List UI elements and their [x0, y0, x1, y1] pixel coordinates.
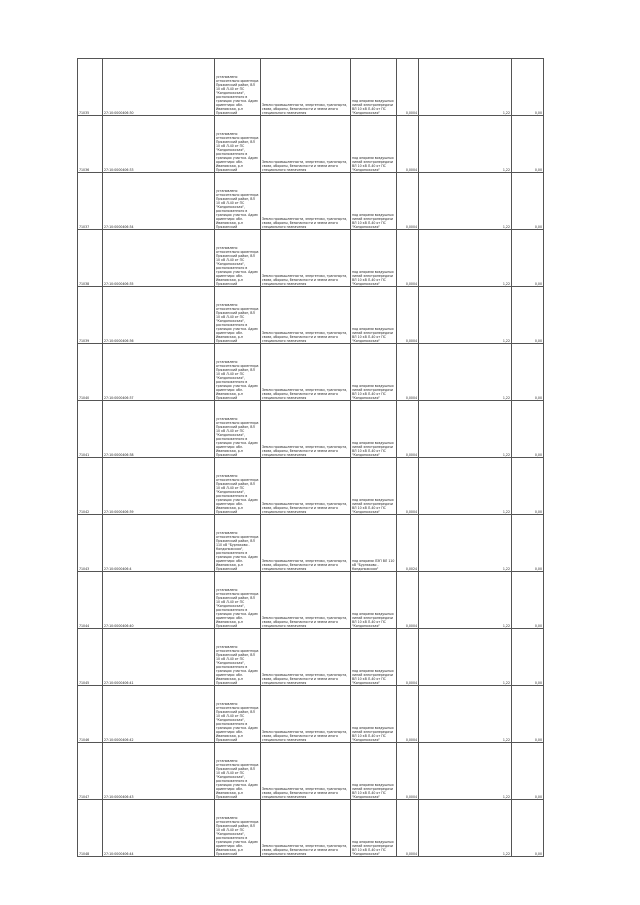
area-value: 0,0004	[397, 287, 419, 344]
area-value: 0,0024	[397, 515, 419, 572]
permitted-use: под опорами воздушных линий электропередачи ВЛ 10 кВ Л-40 от ПС "Кондопожская"	[351, 458, 397, 515]
row-number: 71035	[78, 59, 103, 116]
land-category: Земли промышленности, энергетики, транспорта, связи, обороны, безопасности и земли иного специального назначения	[261, 572, 351, 629]
sum-value: 0,00	[512, 230, 544, 287]
cadastral-number: 27:10:0000406:42	[103, 686, 215, 743]
rate-value: 1,22	[419, 686, 512, 743]
area-value: 0,0004	[397, 230, 419, 287]
table-body	[78, 59, 544, 857]
area-value: 0,0004	[397, 116, 419, 173]
table-row	[78, 116, 544, 173]
sum-value: 0,00	[512, 401, 544, 458]
cadastral-number: 27:10:0000406:41	[103, 629, 215, 686]
cadastral-number: 27:10:0000406:35	[103, 230, 215, 287]
row-number: 71036	[78, 116, 103, 173]
permitted-use: под опорами воздушных линий электропередачи ВЛ 10 кВ Л-40 от ПС "Кондопожская"	[351, 686, 397, 743]
area-value: 0,0004	[397, 344, 419, 401]
permitted-use: под опорами воздушных линий электропередачи ВЛ 10 кВ Л-40 от ПС "Кондопожская"	[351, 287, 397, 344]
land-category: Земли промышленности, энергетики, транспорта, связи, обороны, безопасности и земли иного специального назначения	[261, 629, 351, 686]
cadastral-number: 27:10:0000406:38	[103, 401, 215, 458]
location-cell: установлено относительно ориентира Пряжинский район, ВЛ 10 кВ Л-40 от ПС "Кондопожская", расположенного в границах участка. Адрес ориентира: обл. Ивановская, р-н Пряжинский	[215, 743, 261, 800]
location-cell: установлено относительно ориентира Пряжинский район, ВЛ 10 кВ Л-40 от ПС "Кондопожская", расположенного в границах участка. Адрес ориентира: обл. Ивановская, р-н Пряжинский	[215, 344, 261, 401]
permitted-use: под опорами воздушных линий электропередачи ВЛ 10 кВ Л-40 от ПС "Кондопожская"	[351, 572, 397, 629]
location-cell: установлено относительно ориентира Пряжинский район, ВЛ 10 кВ Л-40 от ПС "Кондопожская", расположенного в границах участка. Адрес ориентира: обл. Ивановская, р-н Пряжинский	[215, 230, 261, 287]
rate-value: 1,22	[419, 344, 512, 401]
cadastral-number: 27:10:0000406:33	[103, 116, 215, 173]
location-cell: установлено относительно ориентира Пряжинский район, ВЛ 10 кВ Л-40 от ПС "Кондопожская", расположенного в границах участка. Адрес ориентира: обл. Ивановская, р-н Пряжинский	[215, 686, 261, 743]
sum-value: 0,00	[512, 743, 544, 800]
permitted-use: под опорами воздушных линий электропередачи ВЛ 10 кВ Л-40 от ПС "Кондопожская"	[351, 116, 397, 173]
land-category: Земли промышленности, энергетики, транспорта, связи, обороны, безопасности и земли иного специального назначения	[261, 401, 351, 458]
row-number: 71038	[78, 230, 103, 287]
rate-value: 1,22	[419, 116, 512, 173]
permitted-use: под опорами воздушных линий электропередачи ВЛ 10 кВ Л-40 от ПС "Кондопожская"	[351, 401, 397, 458]
permitted-use: под опорами воздушных линий электропередачи ВЛ 10 кВ Л-40 от ПС "Кондопожская"	[351, 230, 397, 287]
table-row	[78, 287, 544, 344]
row-number: 71039	[78, 287, 103, 344]
rate-value: 1,22	[419, 800, 512, 857]
sum-value: 0,00	[512, 629, 544, 686]
sum-value: 0,00	[512, 287, 544, 344]
area-value: 0,0004	[397, 572, 419, 629]
table-row	[78, 686, 544, 743]
cadastral-number: 27:10:0000406:40	[103, 572, 215, 629]
land-category: Земли промышленности, энергетики, транспорта, связи, обороны, безопасности и земли иного специального назначения	[261, 173, 351, 230]
location-cell: установлено относительно ориентира Пряжинский район, ВЛ 10 кВ Л-40 от ПС "Кондопожская", расположенного в границах участка. Адрес ориентира: обл. Ивановская, р-н Пряжинский	[215, 572, 261, 629]
area-value: 0,0004	[397, 59, 419, 116]
rate-value: 1,22	[419, 401, 512, 458]
row-number: 71040	[78, 344, 103, 401]
rate-value: 1,22	[419, 173, 512, 230]
land-category: Земли промышленности, энергетики, транспорта, связи, обороны, безопасности и земли иного специального назначения	[261, 59, 351, 116]
sum-value: 0,00	[512, 344, 544, 401]
table-row	[78, 515, 544, 572]
table-row	[78, 743, 544, 800]
area-value: 0,0004	[397, 743, 419, 800]
location-cell: установлено относительно ориентира Пряжинский район, ВЛ 10 кВ Л-40 от ПС "Кондопожская", расположенного в границах участка. Адрес ориентира: обл. Ивановская, р-н Пряжинский	[215, 401, 261, 458]
table-row	[78, 572, 544, 629]
sum-value: 0,00	[512, 515, 544, 572]
table-row	[78, 173, 544, 230]
sum-value: 0,00	[512, 686, 544, 743]
rate-value: 1,22	[419, 743, 512, 800]
rate-value: 1,22	[419, 230, 512, 287]
cadastral-number: 27:10:0000406:39	[103, 458, 215, 515]
area-value: 0,0004	[397, 800, 419, 857]
land-category: Земли промышленности, энергетики, транспорта, связи, обороны, безопасности и земли иного специального назначения	[261, 743, 351, 800]
row-number: 71042	[78, 458, 103, 515]
location-cell: установлено относительно ориентира Пряжинский район, ВЛ 10 кВ Л-40 от ПС "Кондопожская", расположенного в границах участка. Адрес ориентира: обл. Ивановская, р-н Пряжинский	[215, 800, 261, 857]
location-cell: установлено относительно ориентира Пряжинский район, ВЛ 10 кВ Л-40 от ПС "Кондопожская", расположенного в границах участка. Адрес ориентира: обл. Ивановская, р-н Пряжинский	[215, 458, 261, 515]
land-category: Земли промышленности, энергетики, транспорта, связи, обороны, безопасности и земли иного специального назначения	[261, 686, 351, 743]
location-cell: установлено относительно ориентира Пряжинский район, ВЛ 10 кВ Л-40 от ПС "Кондопожская", расположенного в границах участка. Адрес ориентира: обл. Ивановская, р-н Пряжинский	[215, 173, 261, 230]
row-number: 71037	[78, 173, 103, 230]
permitted-use: под опорами воздушных линий электропередачи ВЛ 10 кВ Л-40 от ПС "Кондопожская"	[351, 800, 397, 857]
location-cell: установлено относительно ориентира Пряжинский район, ВЛ 10 кВ Л-40 от ПС "Кондопожская", расположенного в границах участка. Адрес ориентира: обл. Ивановская, р-н Пряжинский	[215, 116, 261, 173]
cadastral-number: 27:10:0000406:4	[103, 515, 215, 572]
rate-value: 1,22	[419, 458, 512, 515]
sum-value: 0,00	[512, 572, 544, 629]
sum-value: 0,00	[512, 173, 544, 230]
table-row	[78, 800, 544, 857]
table-row	[78, 629, 544, 686]
table-row	[78, 401, 544, 458]
permitted-use: под опорами воздушных линий электропередачи ВЛ 10 кВ Л-40 от ПС "Кондопожская"	[351, 344, 397, 401]
location-cell: установлено относительно ориентира Пряжинский район, ВЛ 110 кВ "Бурнаково - Кондопожская", расположенного в границах участка. Адрес ориентира: обл. Ивановская, р-н Пряжинский	[215, 515, 261, 572]
permitted-use: под опорами воздушных линий электропередачи ВЛ 10 кВ Л-40 от ПС "Кондопожская"	[351, 173, 397, 230]
row-number: 71045	[78, 629, 103, 686]
sum-value: 0,00	[512, 800, 544, 857]
row-number: 71041	[78, 401, 103, 458]
row-number: 71044	[78, 572, 103, 629]
area-value: 0,0004	[397, 686, 419, 743]
table-row	[78, 344, 544, 401]
area-value: 0,0004	[397, 401, 419, 458]
location-cell: установлено относительно ориентира Пряжинский район, ВЛ 10 кВ Л-40 от ПС "Кондопожская", расположенного в границах участка. Адрес ориентира: обл. Ивановская, р-н Пряжинский	[215, 59, 261, 116]
permitted-use: под опорами воздушных линий электропередачи ВЛ 10 кВ Л-40 от ПС "Кондопожская"	[351, 743, 397, 800]
sum-value: 0,00	[512, 458, 544, 515]
row-number: 71047	[78, 743, 103, 800]
sum-value: 0,00	[512, 116, 544, 173]
row-number: 71048	[78, 800, 103, 857]
rate-value: 1,22	[419, 515, 512, 572]
table-row	[78, 458, 544, 515]
land-category: Земли промышленности, энергетики, транспорта, связи, обороны, безопасности и земли иного специального назначения	[261, 230, 351, 287]
area-value: 0,0004	[397, 629, 419, 686]
sum-value: 0,00	[512, 59, 544, 116]
land-plot-table	[77, 58, 544, 857]
location-cell: установлено относительно ориентира Пряжинский район, ВЛ 10 кВ Л-40 от ПС "Кондопожская", расположенного в границах участка. Адрес ориентира: обл. Ивановская, р-н Пряжинский	[215, 287, 261, 344]
land-category: Земли промышленности, энергетики, транспорта, связи, обороны, безопасности и земли иного специального назначения	[261, 116, 351, 173]
cadastral-number: 27:10:0000406:36	[103, 287, 215, 344]
permitted-use: под опорами воздушных линий электропередачи ВЛ 10 кВ Л-40 от ПС "Кондопожская"	[351, 629, 397, 686]
rate-value: 1,22	[419, 59, 512, 116]
cadastral-number: 27:10:0000406:37	[103, 344, 215, 401]
area-value: 0,0004	[397, 458, 419, 515]
cadastral-number: 27:10:0000406:34	[103, 173, 215, 230]
row-number: 71046	[78, 686, 103, 743]
rate-value: 1,22	[419, 572, 512, 629]
permitted-use: под опорами ЛЭП ВЛ 110 кВ "Бурнаково - Кондопожская"	[351, 515, 397, 572]
area-value: 0,0004	[397, 173, 419, 230]
cadastral-number: 27:10:0000406:44	[103, 800, 215, 857]
permitted-use: под опорами воздушных линий электропередачи ВЛ 10 кВ Л-40 от ПС "Кондопожская"	[351, 59, 397, 116]
cadastral-number: 27:10:0000406:43	[103, 743, 215, 800]
rate-value: 1,22	[419, 629, 512, 686]
cadastral-number: 27:10:0000406:30	[103, 59, 215, 116]
land-category: Земли промышленности, энергетики, транспорта, связи, обороны, безопасности и земли иного специального назначения	[261, 458, 351, 515]
row-number: 71043	[78, 515, 103, 572]
land-category: Земли промышленности, энергетики, транспорта, связи, обороны, безопасности и земли иного специального назначения	[261, 515, 351, 572]
rate-value: 1,22	[419, 287, 512, 344]
land-category: Земли промышленности, энергетики, транспорта, связи, обороны, безопасности и земли иного специального назначения	[261, 287, 351, 344]
table-row	[78, 59, 544, 116]
table-row	[78, 230, 544, 287]
land-category: Земли промышленности, энергетики, транспорта, связи, обороны, безопасности и земли иного специального назначения	[261, 800, 351, 857]
location-cell: установлено относительно ориентира Пряжинский район, ВЛ 10 кВ Л-40 от ПС "Кондопожская", расположенного в границах участка. Адрес ориентира: обл. Ивановская, р-н Пряжинский	[215, 629, 261, 686]
land-category: Земли промышленности, энергетики, транспорта, связи, обороны, безопасности и земли иного специального назначения	[261, 344, 351, 401]
